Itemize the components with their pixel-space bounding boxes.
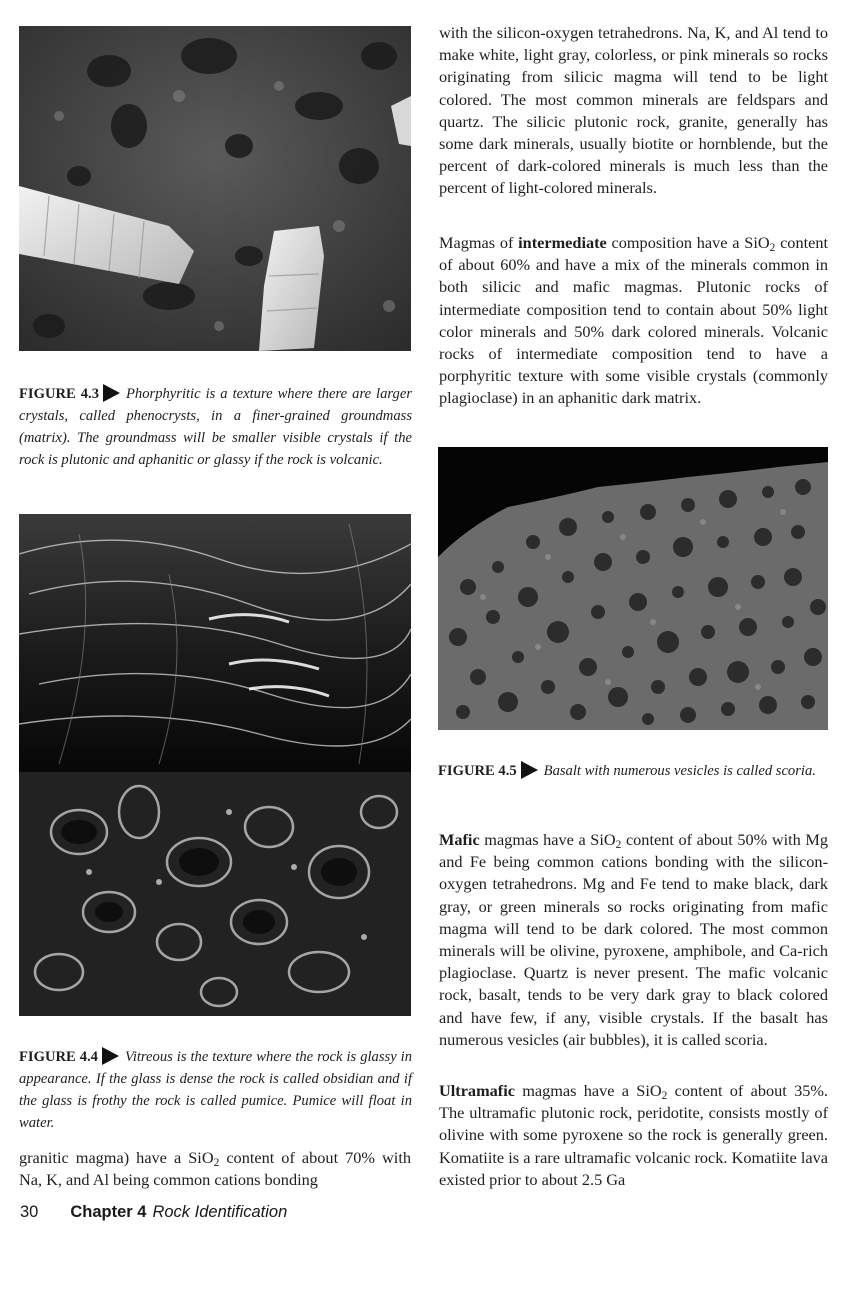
figure-4-3-caption-text: Phorphyritic is a texture where there are larger crystals, called phenocrysts, in a finer-grained groundmass (matrix). The groundmass will be smaller visible crystals if the rock is plutonic and aphanitic or glassy if the rock is volcanic. [19, 386, 412, 468]
page-number: 30 [20, 1203, 39, 1221]
left-column-paragraph: granitic magma) have a SiO$_2$ content of about 70% with Na, K, and Al being common cations bonding [19, 1148, 411, 1190]
figure-4-4-label: FIGURE 4.4 [19, 1049, 98, 1065]
figure-4-3-caption [19, 383, 412, 471]
figure-4-5-photo [438, 447, 828, 730]
figure-4-4-caption-text: Vitreous is the texture where the rock is glassy in appearance. If the glass is dense the rock is called obsidian and if the glass is frothy the rock is called pumice. Pumice will float in water. [19, 1049, 412, 1131]
caption-arrow-icon [102, 1047, 119, 1065]
right-column-paragraph-2: Magmas of intermediate composition have a SiO$_2$ content of about 60% and have a mix of the minerals common in both silicic and mafic magmas. Plutonic rocks of intermediate composition tend to contain about 50% light color minerals and 50% dark colored minerals. Volcanic rocks of intermediate composition tend to have a porphyritic texture with some visible crystals (commonly plagioclase) in an aphanitic dark matrix. [439, 233, 828, 408]
figure-4-4-obsidian-photo [19, 514, 411, 772]
figure-4-4-caption [19, 1046, 412, 1134]
caption-arrow-icon [103, 384, 120, 402]
figure-4-5-caption [438, 760, 828, 782]
figure-4-3-label: FIGURE 4.3 [19, 386, 99, 402]
right-column-paragraph-4: Ultramafic magmas have a SiO$_2$ content of about 35%. The ultramafic plutonic rock, peridotite, consists mostly of olivine with some pyroxene so the rock is generally green. Komatiite is a rare ultramafic volcanic rock. Komatiite lava existed prior to about 2.5 Ga [439, 1081, 828, 1189]
figure-4-4-pumice-photo [19, 772, 411, 1016]
figure-4-5-caption-text: Basalt with numerous vesicles is called scoria. [543, 763, 816, 779]
figure-4-5-label: FIGURE 4.5 [438, 763, 517, 779]
chapter-label: Chapter 4 [70, 1203, 147, 1221]
right-column-paragraph-3: Mafic magmas have a SiO$_2$ content of about 50% with Mg and Fe being common cations bonding with the silicon-oxygen tetrahedrons. Mg and Fe tend to make black, dark gray, or green minerals so rocks originating from mafic magma will tend to be dark colored. The most common minerals will be olivine, pyroxene, amphibole, and Ca-rich plagioclase. Quartz is never present. The mafic volcanic rock, basalt, tends to be very dark gray to black colored and have few, if any, visible crystals. If the basalt has numerous vesicles (air bubbles), it is called scoria. [439, 830, 828, 1049]
page-footer [20, 1203, 287, 1222]
figure-4-3-photo [19, 26, 411, 351]
caption-arrow-icon [521, 761, 538, 779]
section-label: Rock Identification [152, 1203, 288, 1221]
right-column-paragraph-1: with the silicon-oxygen tetrahedrons. Na, K, and Al tend to make white, light gray, colorless, or pink minerals so rocks originating from silicic magma will tend to be light colored. The most common minerals are feldspars and quartz. The silicic plutonic rock, granite, generally has some dark minerals, usually biotite or hornblende, but the percent of dark-colored minerals is much less than the percent of light-colored minerals. [439, 23, 828, 198]
